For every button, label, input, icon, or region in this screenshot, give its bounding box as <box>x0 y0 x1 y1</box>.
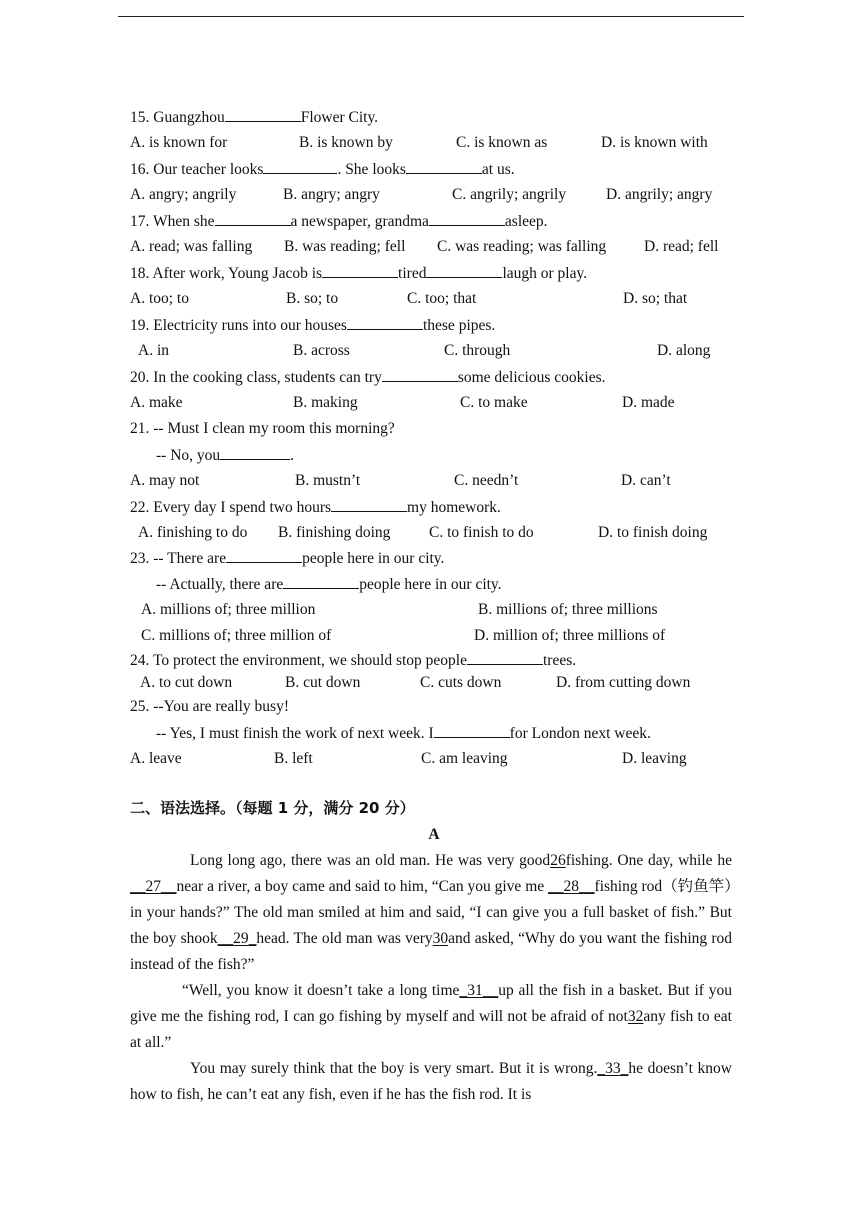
option-b: B. left <box>274 750 313 767</box>
blank-32: 32 <box>627 1008 644 1025</box>
question-19: 19. Electricity runs into our houses these pipes. <box>130 317 496 334</box>
answer-blank <box>225 107 301 122</box>
option-a: A. may not <box>130 472 200 489</box>
option-b: B. cut down <box>285 674 361 691</box>
passage-label: A <box>428 826 440 843</box>
answer-blank <box>263 159 337 174</box>
option-d: D. so; that <box>623 290 688 307</box>
option-b: B. finishing doing <box>278 524 391 541</box>
question-21: 21. -- Must I clean my room this morning? <box>130 420 395 437</box>
answer-blank <box>429 211 505 226</box>
option-a: A. make <box>130 394 183 411</box>
blank-27: __27__ <box>130 878 177 895</box>
question-25: 25. --You are really busy! <box>130 698 289 715</box>
answer-blank <box>467 650 543 665</box>
section-heading: 二、语法选择。（每题 1 分，满分 20 分） <box>130 799 415 817</box>
question-15: 15. Guangzhou Flower City. <box>130 109 379 126</box>
question-20: 20. In the cooking class, students can try some delicious cookies. <box>130 369 606 386</box>
blank-30: 30 <box>432 930 449 947</box>
option-d: D. made <box>622 394 675 411</box>
option-d: D. can’t <box>621 472 671 489</box>
option-c: C. too; that <box>407 290 477 307</box>
answer-blank <box>406 159 482 174</box>
option-a: A. to cut down <box>140 674 233 691</box>
blank-26: 26 <box>550 852 566 869</box>
option-c: C. to make <box>460 394 528 411</box>
answer-blank <box>347 315 423 330</box>
option-c: C. through <box>444 342 511 359</box>
question-25-reply: -- Yes, I must finish the work of next week. I for London next week. <box>156 725 651 742</box>
paragraph-3: You may surely think that the boy is very smart. But it is wrong._33_he doesn’t know how to fish, he can’t eat any fish, even if he has the fish rod. It is <box>130 1060 732 1103</box>
option-a: A. angry; angrily <box>130 186 237 203</box>
option-d: D. along <box>657 342 711 359</box>
option-a: A. finishing to do <box>138 524 248 541</box>
question-17: 17. When she a newspaper, grandma asleep. <box>130 213 548 230</box>
option-d: D. million of; three millions of <box>474 627 666 644</box>
option-a: A. read; was falling <box>130 238 253 255</box>
option-d: D. to finish doing <box>598 524 708 541</box>
answer-blank <box>426 263 502 278</box>
option-d: D. angrily; angry <box>606 186 713 203</box>
option-c: C. was reading; was falling <box>437 238 607 255</box>
question-21-reply: -- No, you . <box>156 447 295 464</box>
question-23-reply: -- Actually, there are people here in our city. <box>156 576 502 593</box>
blank-28: __28__ <box>548 878 595 895</box>
option-c: C. angrily; angrily <box>452 186 567 203</box>
option-c: C. millions of; three million of <box>141 627 332 644</box>
answer-blank <box>220 445 290 460</box>
answer-blank <box>226 548 302 563</box>
header-rule <box>118 16 744 17</box>
answer-blank <box>322 263 398 278</box>
answer-blank <box>382 367 458 382</box>
option-c: C. cuts down <box>420 674 502 691</box>
option-c: C. needn’t <box>454 472 519 489</box>
blank-33: _33_ <box>597 1060 629 1077</box>
option-d: D. read; fell <box>644 238 719 255</box>
answer-blank <box>434 723 510 738</box>
paragraph-2: “Well, you know it doesn’t take a long time_31__up all the fish in a basket. But if you give me the fishing rod, I can go fishing by myself and will not be afraid of not32any fish to eat at all.” <box>130 982 733 1051</box>
answer-blank <box>215 211 291 226</box>
option-b: B. so; to <box>286 290 339 307</box>
paragraph-1: Long long ago, there was an old man. He was very good26fishing. One day, while he __27__near a river, a boy came and said to him, “Can you give me __28__fishing rod（钓鱼竿）in your hands?” The old man smiled at him and said, “I can give you a full basket of fish.” But the boy shook__29_head. The old man was very30and asked, “Why do you want the fishing rod instead of the fish?” <box>130 852 733 973</box>
option-a: A. too; to <box>130 290 189 307</box>
blank-29: __29_ <box>217 930 257 947</box>
option-a: A. in <box>138 342 169 359</box>
option-d: D. from cutting down <box>556 674 691 691</box>
option-b: B. was reading; fell <box>284 238 406 255</box>
option-a: A. leave <box>130 750 182 767</box>
option-c: C. am leaving <box>421 750 508 767</box>
option-a: A. millions of; three million <box>141 601 316 618</box>
option-b: B. mustn’t <box>295 472 361 489</box>
question-18: 18. After work, Young Jacob is tired laugh or play. <box>130 265 588 282</box>
option-b: B. across <box>293 342 350 359</box>
question-16: 16. Our teacher looks . She looks at us. <box>130 161 515 178</box>
option-c: C. is known as <box>456 134 548 151</box>
option-b: B. millions of; three millions <box>478 601 658 618</box>
option-b: B. angry; angry <box>283 186 380 203</box>
question-24: 24. To protect the environment, we should stop people trees. <box>130 652 577 669</box>
option-d: D. is known with <box>601 134 708 151</box>
option-a: A. is known for <box>130 134 228 151</box>
blank-31: _31__ <box>459 982 499 999</box>
question-22: 22. Every day I spend two hours my homework. <box>130 499 501 516</box>
answer-blank <box>331 497 407 512</box>
question-23: 23. -- There are people here in our city. <box>130 550 445 567</box>
option-b: B. is known by <box>299 134 393 151</box>
answer-blank <box>283 574 359 589</box>
option-c: C. to finish to do <box>429 524 534 541</box>
option-b: B. making <box>293 394 358 411</box>
option-d: D. leaving <box>622 750 687 767</box>
